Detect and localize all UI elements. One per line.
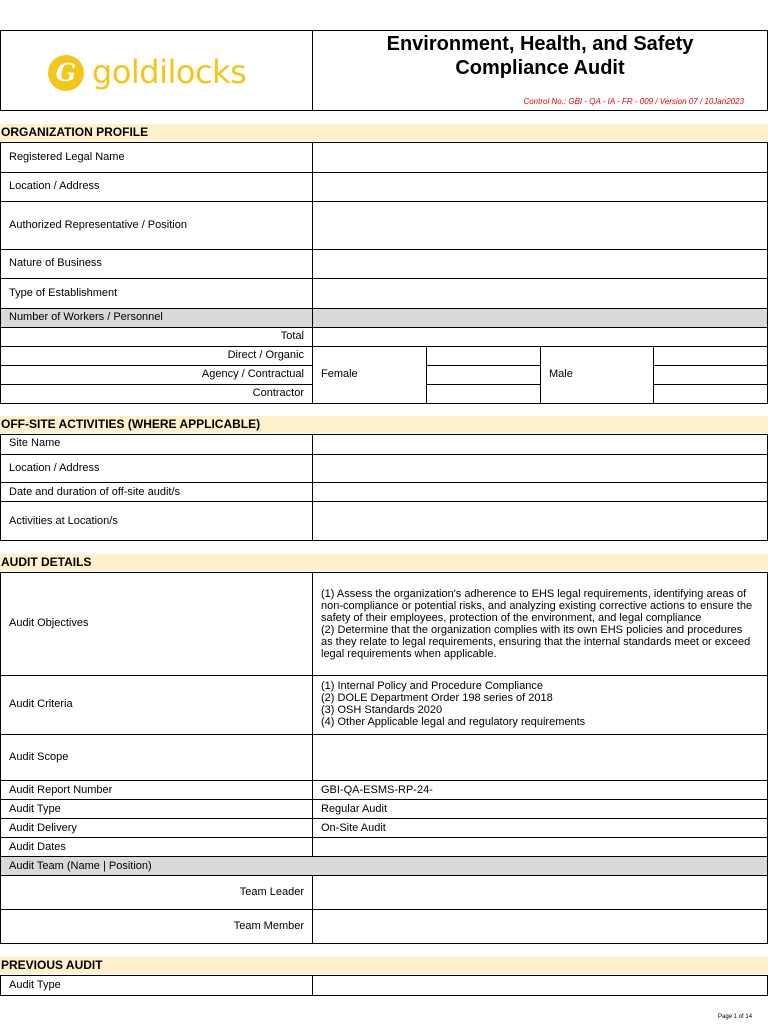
label-total: Total bbox=[280, 330, 304, 342]
audit-report-number-value: GBI-QA-ESMS-RP-24- bbox=[321, 784, 433, 796]
male-agency-input[interactable] bbox=[653, 365, 768, 385]
location-input[interactable] bbox=[313, 173, 767, 201]
page-number: Page 1 of 14 bbox=[718, 1014, 753, 1020]
label-workers: Number of Workers / Personnel bbox=[9, 311, 163, 323]
registered-name-input[interactable] bbox=[313, 143, 767, 172]
label-establishment: Type of Establishment bbox=[9, 287, 118, 299]
page-title: Environment, Health, and Safety Compliance Audit bbox=[386, 33, 694, 79]
offsite-location-input[interactable] bbox=[313, 455, 767, 482]
label-audit-objectives: Audit Objectives bbox=[9, 617, 89, 629]
audit-scope-input[interactable] bbox=[313, 735, 767, 780]
representative-input[interactable] bbox=[313, 202, 767, 249]
label-contractor: Contractor bbox=[252, 387, 304, 399]
control-number: Control No.: GBI - QA - IA - FR - 009 / Version 07 / 10Jan2023 bbox=[523, 97, 744, 106]
label-previous-audit-type: Audit Type bbox=[9, 979, 61, 991]
label-female: Female bbox=[321, 368, 358, 380]
label-representative: Authorized Representative / Position bbox=[9, 219, 187, 231]
audit-criteria-text: (1) Internal Policy and Procedure Compliance (2) DOLE Department Order 198 series of 2018 (3) OSH Standards 2020 (4) Other Applicable legal and regulatory requirements bbox=[321, 680, 586, 728]
previous-audit-type-input[interactable] bbox=[313, 976, 767, 995]
label-audit-criteria: Audit Criteria bbox=[9, 698, 73, 710]
team-member-input[interactable] bbox=[313, 910, 767, 943]
label-audit-scope: Audit Scope bbox=[9, 751, 69, 763]
label-offsite-location: Location / Address bbox=[9, 462, 100, 474]
offsite-activities-input[interactable] bbox=[313, 502, 767, 540]
logo-icon: G bbox=[48, 55, 84, 91]
label-audit-report-number: Audit Report Number bbox=[9, 784, 113, 796]
label-site-name: Site Name bbox=[9, 437, 61, 449]
label-audit-team: Audit Team (Name | Position) bbox=[9, 860, 152, 872]
label-male: Male bbox=[549, 368, 573, 380]
offsite-date-input[interactable] bbox=[313, 483, 767, 501]
site-name-input[interactable] bbox=[313, 435, 767, 454]
female-direct-input[interactable] bbox=[426, 346, 541, 366]
offsite-heading: OFF-SITE ACTIVITIES (WHERE APPLICABLE) bbox=[0, 416, 768, 433]
label-audit-type: Audit Type bbox=[9, 803, 61, 815]
label-registered-name: Registered Legal Name bbox=[9, 151, 125, 163]
audit-dates-input[interactable] bbox=[313, 838, 767, 856]
org-profile-heading: ORGANIZATION PROFILE bbox=[0, 124, 768, 141]
label-team-leader: Team Leader bbox=[239, 886, 304, 898]
audit-delivery-value: On-Site Audit bbox=[321, 822, 386, 834]
total-input[interactable] bbox=[313, 328, 767, 346]
male-direct-input[interactable] bbox=[653, 346, 768, 366]
label-location: Location / Address bbox=[9, 180, 100, 192]
male-contractor-input[interactable] bbox=[653, 384, 768, 404]
female-agency-input[interactable] bbox=[426, 365, 541, 385]
label-direct: Direct / Organic bbox=[227, 349, 304, 361]
label-agency: Agency / Contractual bbox=[201, 368, 304, 380]
label-audit-dates: Audit Dates bbox=[9, 841, 66, 853]
previous-audit-heading: PREVIOUS AUDIT bbox=[0, 957, 768, 974]
team-leader-input[interactable] bbox=[313, 876, 767, 909]
audit-details-heading: AUDIT DETAILS bbox=[0, 554, 768, 571]
nature-input[interactable] bbox=[313, 250, 767, 278]
audit-type-value: Regular Audit bbox=[321, 803, 388, 815]
establishment-input[interactable] bbox=[313, 279, 767, 308]
label-nature: Nature of Business bbox=[9, 257, 102, 269]
label-offsite-activities: Activities at Location/s bbox=[9, 515, 118, 527]
label-offsite-date: Date and duration of off-site audit/s bbox=[9, 486, 181, 498]
logo-wordmark: goldilocks bbox=[92, 53, 247, 91]
label-team-member: Team Member bbox=[233, 920, 304, 932]
label-audit-delivery: Audit Delivery bbox=[9, 822, 77, 834]
audit-objectives-text: (1) Assess the organization's adherence to EHS legal requirements, identifying areas of non-compliance or potential risks, and analyzing existing corrective actions to ensure the safety of their employees, protection of the environment, and legal compliance (2) Determine that the organization complies with its own EHS policies and procedures as they relate to legal requirements, ensuring that the internal standards meet or exceed legal requirements when applicable. bbox=[321, 588, 753, 660]
female-contractor-input[interactable] bbox=[426, 384, 541, 404]
